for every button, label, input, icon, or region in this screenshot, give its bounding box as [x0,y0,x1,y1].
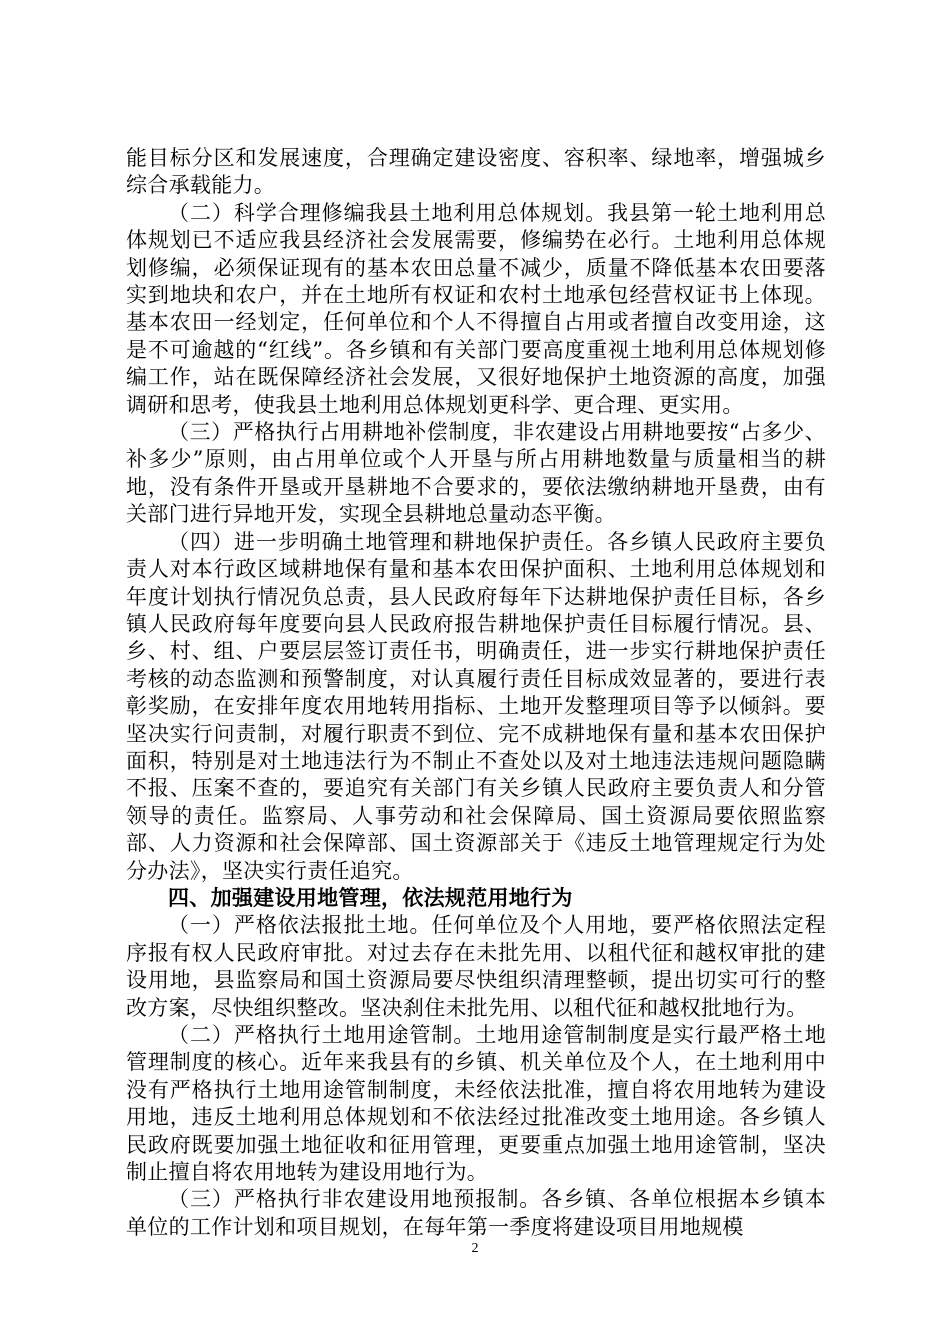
section-heading: 四、加强建设用地管理，依法规范用地行为 [168,885,573,910]
paragraph: （二）严格执行土地用途管制。土地用途管制制度是实行最严格土地管理制度的核心。近年来我县有的乡镇、机关单位及个人，在土地利用中没有严格执行土地用途管制制度，未经依法批准，擅自将农用地转为建设用地，违反土地利用总体规划和不依法经过批准改变土地用途。各乡镇人民政府既要加强土地征收和征用管理，更要重点加强土地用途管制，坚决制止擅自将农用地转为建设用地行为。 [126,1023,826,1185]
page-number: 2 [471,1241,479,1256]
document-body [126,145,826,1241]
paragraph: （四）进一步明确土地管理和耕地保护责任。各乡镇人民政府主要负责人对本行政区域耕地保有量和基本农田保护面积、土地利用总体规划和年度计划执行情况负总责，县人民政府每年下达耕地保护责任目标，各乡镇人民政府每年度要向县人民政府报告耕地保护责任目标履行情况。县、乡、村、组、户要层层签订责任书，明确责任，进一步实行耕地保护责任考核的动态监测和预警制度，对认真履行责任目标成效显著的，要进行表彰奖励，在安排年度农用地转用指标、土地开发整理项目等予以倾斜。要坚决实行问责制，对履行职责不到位、完不成耕地保有量和基本农田保护面积，特别是对土地违法行为不制止不查处以及对土地违法违规问题隐瞒不报、压案不查的，要追究有关部门有关乡镇人民政府主要负责人和分管领导的责任。监察局、人事劳动和社会保障局、国土资源局要依照监察部、人力资源和社会保障部、国土资源部关于《违反土地管理规定行为处分办法》，坚决实行责任追究。 [126,529,826,883]
paragraph: （二）科学合理修编我县土地利用总体规划。我县第一轮土地利用总体规划已不适应我县经济社会发展需要，修编势在必行。土地利用总体规划修编，必须保证现有的基本农田总量不减少，质量不降低基本农田要落实到地块和农户，并在土地所有权证和农村土地承包经营权证书上体现。基本农田一经划定，任何单位和个人不得擅自占用或者擅自改变用途，这是不可逾越的“红线”。各乡镇和有关部门要高度重视土地利用总体规划修编工作，站在既保障经济社会发展，又很好地保护土地资源的高度，加强调研和思考，使我县土地利用总体规划更科学、更合理、更实用。 [126,200,826,417]
paragraph: （一）严格依法报批土地。任何单位及个人用地，要严格依照法定程序报有权人民政府审批。对过去存在未批先用、以租代征和越权审批的建设用地，县监察局和国土资源局要尽快组织清理整顿，提出切实可行的整改方案，尽快组织整改。坚决刹住未批先用、以租代征和越权批地行为。 [126,913,826,1020]
paragraph: 能目标分区和发展速度，合理确定建设密度、容积率、绿地率，增强城乡综合承载能力。 [126,146,826,198]
paragraph: （三）严格执行占用耕地补偿制度，非农建设占用耕地要按“占多少、补多少”原则，由占用单位或个人开垦与所占用耕地数量与质量相当的耕地，没有条件开垦或开垦耕地不合要求的，要依法缴纳耕地开垦费，由有关部门进行异地开发，实现全县耕地总量动态平衡。 [126,420,826,527]
paragraph: （三）严格执行非农建设用地预报制。各乡镇、各单位根据本乡镇本单位的工作计划和项目规划，在每年第一季度将建设项目用地规模 [126,1187,826,1239]
